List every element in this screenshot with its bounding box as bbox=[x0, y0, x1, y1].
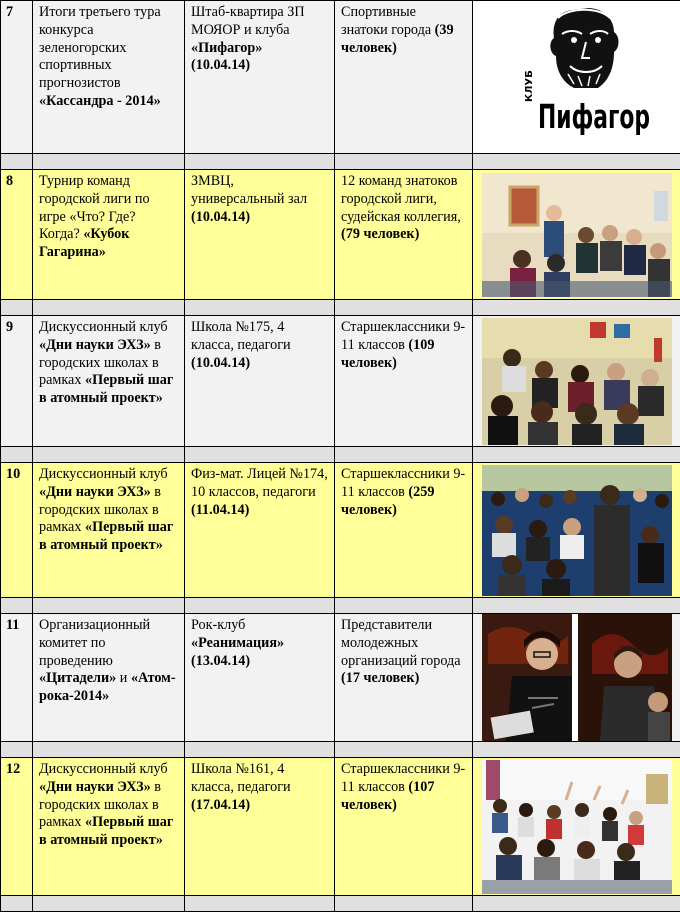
event-text-2: и bbox=[116, 670, 131, 687]
event-cell bbox=[33, 316, 185, 447]
event-program: «Первый шаг в атомный проект» bbox=[39, 814, 174, 849]
audience-cell bbox=[335, 758, 473, 896]
event-date: (10.04.14) bbox=[191, 208, 251, 225]
place-text: Школа №161, 4 класса, педагоги bbox=[191, 761, 291, 795]
event-text: Дискуссионный клуб bbox=[39, 761, 168, 777]
logo-cell bbox=[473, 1, 680, 154]
audience-text: Старшеклассники 9-11 классов bbox=[341, 761, 466, 795]
photo-cell bbox=[473, 614, 680, 742]
table-row bbox=[1, 758, 680, 896]
separator-row bbox=[1, 598, 680, 614]
event-title: «Дни науки ЭХЗ» bbox=[39, 483, 151, 500]
event-date: (13.04.14) bbox=[191, 652, 251, 669]
event-program: «Атом-рока-2014» bbox=[39, 670, 176, 705]
audience-count: (109 человек) bbox=[341, 336, 435, 371]
event-text: Турнир команд городской лиги по игре «Что? Где? Когда? bbox=[39, 173, 150, 243]
row-number: 8 bbox=[1, 170, 33, 300]
event-text: Организационный комитет по проведению bbox=[39, 617, 151, 669]
separator-row bbox=[1, 896, 680, 912]
table-row bbox=[1, 614, 680, 742]
event-photo bbox=[482, 465, 672, 596]
place-text: Школа №175, 4 класса, педагоги bbox=[191, 319, 291, 353]
event-text-2: в городских школах в рамках bbox=[39, 483, 161, 536]
row-number: 9 bbox=[1, 316, 33, 447]
place-name: «Реанимация» bbox=[191, 634, 285, 651]
place-cell bbox=[185, 614, 335, 742]
event-title: «Кассандра - 2014» bbox=[39, 92, 161, 109]
row-number: 12 bbox=[1, 758, 33, 896]
separator-row bbox=[1, 742, 680, 758]
row-number: 10 bbox=[1, 463, 33, 598]
place-cell bbox=[185, 463, 335, 598]
audience-text: Представители молодежных организаций города bbox=[341, 617, 461, 669]
place-text: Физ-мат. Лицей №174, 10 классов, педагоги bbox=[191, 466, 328, 500]
event-title: «Кубок Гагарина» bbox=[39, 226, 130, 261]
event-date: (17.04.14) bbox=[191, 796, 251, 813]
table-row bbox=[1, 1, 680, 154]
audience-text: Старшеклассники 9-11 классов bbox=[341, 466, 466, 500]
audience-count: (107 человек) bbox=[341, 778, 435, 813]
logo-top-text: КЛУБ bbox=[523, 70, 535, 103]
event-cell bbox=[33, 614, 185, 742]
audience-count: (259 человек) bbox=[341, 483, 435, 518]
logo-main-text: Пифагор bbox=[537, 97, 650, 137]
event-cell bbox=[33, 170, 185, 300]
audience-count: (79 человек) bbox=[341, 226, 420, 243]
audience-text: Спортивные знатоки города bbox=[341, 4, 435, 38]
photo-cell bbox=[473, 170, 680, 300]
event-photo bbox=[482, 318, 672, 445]
table-row bbox=[1, 316, 680, 447]
photo-cell bbox=[473, 758, 680, 896]
audience-cell bbox=[335, 316, 473, 447]
place-cell bbox=[185, 758, 335, 896]
table-row bbox=[1, 463, 680, 598]
event-cell bbox=[33, 1, 185, 154]
audience-text: 12 команд знатоков городской лиги, судейская коллегия, bbox=[341, 173, 461, 225]
place-cell bbox=[185, 316, 335, 447]
event-photo bbox=[482, 760, 672, 894]
event-text: Дискуссионный клуб bbox=[39, 466, 168, 482]
row-number: 11 bbox=[1, 614, 33, 742]
place-name: «Пифагор» bbox=[191, 39, 263, 56]
audience-count: (39 человек) bbox=[341, 21, 454, 56]
row-number: 7 bbox=[1, 1, 33, 154]
event-program: «Первый шаг в атомный проект» bbox=[39, 519, 174, 554]
place-cell bbox=[185, 1, 335, 154]
audience-cell bbox=[335, 1, 473, 154]
event-cell bbox=[33, 463, 185, 598]
audience-cell bbox=[335, 614, 473, 742]
event-date: (10.04.14) bbox=[191, 354, 251, 371]
audience-cell bbox=[335, 463, 473, 598]
event-text-2: в городских школах в рамках bbox=[39, 778, 161, 831]
event-cell bbox=[33, 758, 185, 896]
place-cell bbox=[185, 170, 335, 300]
event-title: «Дни науки ЭХЗ» bbox=[39, 778, 151, 795]
event-date: (10.04.14) bbox=[191, 57, 251, 74]
event-date: (11.04.14) bbox=[191, 501, 250, 518]
place-text: Рок-клуб bbox=[191, 617, 246, 633]
photo-cell bbox=[473, 463, 680, 598]
separator-row bbox=[1, 154, 680, 170]
event-program: «Первый шаг в атомный проект» bbox=[39, 372, 174, 407]
event-title: «Дни науки ЭХЗ» bbox=[39, 336, 151, 353]
audience-count: (17 человек) bbox=[341, 670, 420, 687]
separator-row bbox=[1, 300, 680, 316]
event-text: Итоги третьего тура конкурса зеленогорских спортивных прогнозистов bbox=[39, 4, 161, 92]
event-text-2: в городских школах в рамках bbox=[39, 336, 161, 389]
photo-cell bbox=[473, 316, 680, 447]
pifagor-logo bbox=[502, 4, 652, 144]
audience-text: Старшеклассники 9-11 классов bbox=[341, 319, 466, 353]
table-row bbox=[1, 170, 680, 300]
event-text: Дискуссионный клуб bbox=[39, 319, 168, 335]
place-text: ЗМВЦ, универсальный зал bbox=[191, 173, 308, 207]
event-photo bbox=[482, 614, 672, 741]
event-photo bbox=[482, 173, 672, 297]
event-title: «Цитадели» bbox=[39, 670, 117, 687]
audience-cell bbox=[335, 170, 473, 300]
separator-row bbox=[1, 447, 680, 463]
place-text: Штаб-квартира ЗП МОЯОР и клуба bbox=[191, 4, 305, 38]
